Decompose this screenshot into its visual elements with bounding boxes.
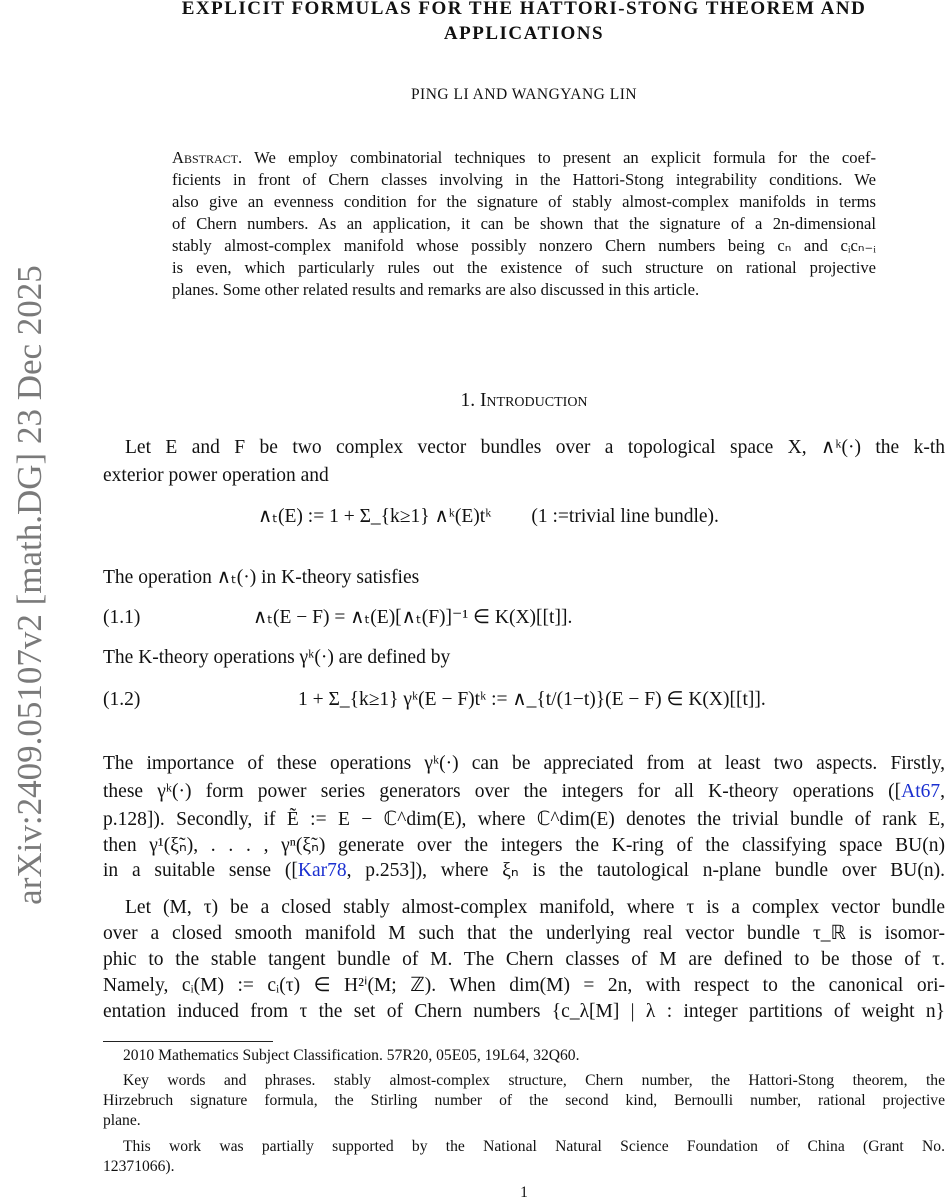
citation-link-kar78[interactable]: Kar78 xyxy=(297,860,347,881)
paragraph-line xyxy=(103,859,945,883)
abstract-line: stably almost-complex manifold whose possibly nonzero Chern numbers being cₙ and cᵢcₙ₋ᵢ xyxy=(172,236,876,255)
equation-wedge xyxy=(258,505,858,529)
footnote-funding: This work was partially supported by the National Natural Science Foundation of China (Grant No. xyxy=(123,1138,945,1155)
footnote-msc: 2010 Mathematics Subject Classification. 57R20, 05E05, 19L64, 32Q60. xyxy=(123,1047,580,1064)
paragraph-line: phic to the stable tangent bundle of M. The Chern classes of M are defined to be those of τ. xyxy=(103,949,945,970)
abstract-line: is even, which particularly rules out the existence of such structure on rational projective xyxy=(172,258,876,277)
paragraph-line: over a closed smooth manifold M such that the underlying real vector bundle τ_ℝ is isomor- xyxy=(103,923,945,944)
arxiv-identifier: arXiv:2409.05107v2 [math.DG] 23 Dec 2025 xyxy=(10,265,49,905)
footnote-keywords: Key words and phrases. stably almost-complex structure, Chern number, the Hattori-Stong theorem, the xyxy=(123,1072,945,1089)
paragraph-line: The operation ∧ₜ(·) in K-theory satisfies xyxy=(103,567,420,588)
text: these γᵏ(·) form power series generators over the integers for all K-theory operations ([ xyxy=(103,781,902,802)
equation-body: ∧ₜ(E − F) = ∧ₜ(E)[∧ₜ(F)]⁻¹ ∈ K(X)[[t]]. xyxy=(253,607,573,628)
text: , p.253]), where ξₙ is the tautological n-plane bundle over BU(n). xyxy=(346,860,945,881)
footnote-keywords: plane. xyxy=(103,1112,141,1129)
equation-1-1 xyxy=(103,606,945,630)
paper-title-line2: APPLICATIONS xyxy=(443,23,605,44)
paper-title-line1: EXPLICIT FORMULAS FOR THE HATTORI-STONG THEOREM AND xyxy=(181,0,867,19)
equation-tag: (1.2) xyxy=(103,689,141,710)
equation-body: 1 + Σ_{k≥1} γᵏ(E − F)tᵏ := ∧_{t/(1−t)}(E − F) ∈ K(X)[[t]]. xyxy=(298,689,766,710)
authors: PING LI AND WANGYANG LIN xyxy=(410,86,638,103)
footnote-rule xyxy=(103,1041,273,1042)
abstract-line: ficients in front of Chern classes involving in the Hattori-Stong integrability conditions. We xyxy=(172,170,876,189)
paragraph-line: then γ¹(ξ̃ₙ), . . . , γⁿ(ξ̃ₙ) generate over the integers the K-ring of the classifying space BU(n) xyxy=(103,835,945,856)
abstract-label: Abstract. xyxy=(172,148,243,167)
abstract-line: of Chern numbers. As an application, it can be shown that the signature of a 2n-dimensional xyxy=(172,214,876,233)
section-number: 1. xyxy=(460,390,476,411)
paragraph-line: The importance of these operations γᵏ(·) can be appreciated from at least two aspects. Firstly, xyxy=(103,753,945,774)
paragraph-line: Let E and F be two complex vector bundles over a topological space X, ∧ᵏ(·) the k-th xyxy=(125,437,945,458)
section-title: Introduction xyxy=(479,390,588,411)
text: in a suitable sense ([ xyxy=(103,860,298,881)
abstract-line: planes. Some other related results and remarks are also discussed in this article. xyxy=(172,280,700,299)
equation-note: (1 :=trivial line bundle). xyxy=(531,506,719,527)
footnote-keywords: Hirzebruch signature formula, the Stirling number of the second kind, Bernoulli number, rational projective xyxy=(103,1092,945,1109)
paragraph-line: Namely, cᵢ(M) := cᵢ(τ) ∈ H²ⁱ(M; ℤ). When dim(M) = 2n, with respect to the canonical ori- xyxy=(103,975,945,996)
paragraph-line: The K-theory operations γᵏ(·) are defined by xyxy=(103,647,451,668)
paragraph-line: p.128]). Secondly, if Ẽ := E − ℂ^dim(E), where ℂ^dim(E) denotes the trivial bundle of rank E, xyxy=(103,809,945,830)
equation-tag: (1.1) xyxy=(103,607,141,628)
paragraph-line: entation induced from τ the set of Chern numbers {c_λ[M] | λ : integer partitions of weight n} xyxy=(103,1001,945,1022)
footnote-funding: 12371066). xyxy=(103,1158,175,1175)
citation-link-at67[interactable]: At67 xyxy=(901,781,941,802)
equation-1-2 xyxy=(103,688,945,712)
paragraph-line: exterior power operation and xyxy=(103,465,329,486)
equation-body: ∧ₜ(E) := 1 + Σ_{k≥1} ∧ᵏ(E)tᵏ xyxy=(258,506,492,527)
abstract-line: We employ combinatorial techniques to present an explicit formula for the coef- xyxy=(254,148,877,167)
paragraph-line: these γᵏ(·) form power series generators over the integers for all K-theory operations ([At67, xyxy=(103,781,945,802)
abstract-line: also give an evenness condition for the signature of stably almost-complex manifolds in terms xyxy=(172,192,876,211)
section-heading xyxy=(103,389,945,413)
paragraph-line: Let (M, τ) be a closed stably almost-complex manifold, where τ is a complex vector bundle xyxy=(125,897,945,918)
page-number: 1 xyxy=(520,1184,528,1201)
